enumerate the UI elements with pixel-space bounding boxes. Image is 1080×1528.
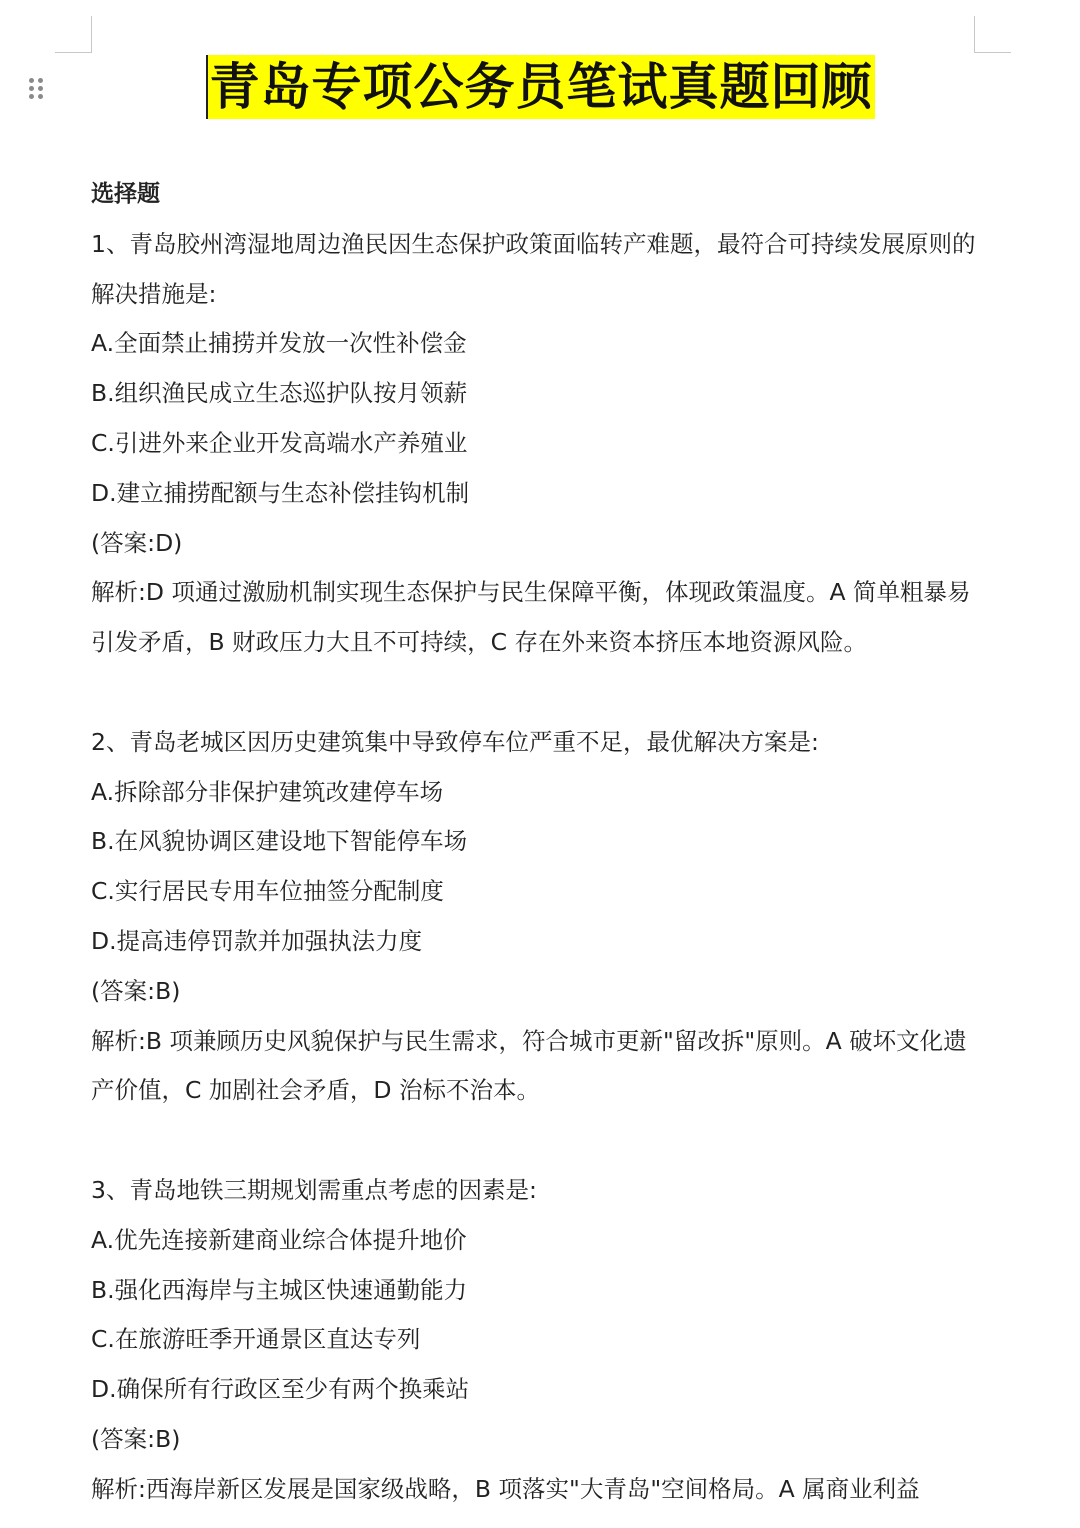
section-heading: 选择题 bbox=[91, 181, 160, 207]
question-2-stem: 2、青岛老城区因历史建筑集中导致停车位严重不足，最优解决方案是: bbox=[91, 727, 819, 756]
question-1-option-c: C.引进外来企业开发高端水产养殖业 bbox=[91, 428, 468, 457]
paragraph-spacer bbox=[91, 1116, 981, 1166]
question-3-option-b: B.强化西海岸与主城区快速通勤能力 bbox=[91, 1275, 468, 1304]
question-3-option-c: C.在旅游旺季开通景区直达专列 bbox=[91, 1325, 421, 1354]
document-body bbox=[91, 170, 981, 1515]
question-1-stem: 1、青岛胶州湾湿地周边渔民因生态保护政策面临转产难题，最符合可持续发展原则的解决措施是: bbox=[91, 229, 976, 308]
question-1-analysis: 解析:D 项通过激励机制实现生态保护与民生保障平衡，体现政策温度。A 简单粗暴易引发矛盾，B 财政压力大且不可持续，C 存在外来资本挤压本地资源风险。 bbox=[91, 578, 971, 657]
question-3-analysis: 解析:西海岸新区发展是国家级战略，B 项落实"大青岛"空间格局。A 属商业利益 bbox=[91, 1474, 920, 1503]
question-3-stem: 3、青岛地铁三期规划需重点考虑的因素是: bbox=[91, 1175, 537, 1204]
question-2-answer: (答案:B) bbox=[91, 976, 181, 1005]
question-2-option-a: A.拆除部分非保护建筑改建停车场 bbox=[91, 777, 444, 806]
question-1-option-b: B.组织渔民成立生态巡护队按月领薪 bbox=[91, 379, 468, 408]
question-1-answer: (答案:D) bbox=[91, 528, 183, 557]
question-2-option-c: C.实行居民专用车位抽签分配制度 bbox=[91, 877, 444, 906]
paragraph-spacer bbox=[91, 668, 981, 718]
question-1-option-a: A.全面禁止捕捞并发放一次性补偿金 bbox=[91, 329, 467, 358]
question-3-option-a: A.优先连接新建商业综合体提升地价 bbox=[91, 1225, 467, 1254]
question-2-analysis: 解析:B 项兼顾历史风貌保护与民生需求，符合城市更新"留改拆"原则。A 破坏文化遗产价值，C 加剧社会矛盾，D 治标不治本。 bbox=[91, 1026, 967, 1105]
page-corner-mark-top-right bbox=[974, 16, 1011, 53]
question-3-option-d: D.确保所有行政区至少有两个换乘站 bbox=[91, 1375, 470, 1404]
question-2-option-d: D.提高违停罚款并加强执法力度 bbox=[91, 926, 423, 955]
question-3-answer: (答案:B) bbox=[91, 1424, 181, 1453]
page-corner-mark-top-left bbox=[55, 16, 92, 53]
document-title: 青岛专项公务员笔试真题回顾 bbox=[206, 55, 875, 119]
question-1-option-d: D.建立捕捞配额与生态补偿挂钩机制 bbox=[91, 478, 470, 507]
question-2-option-b: B.在风貌协调区建设地下智能停车场 bbox=[91, 827, 468, 856]
title-container bbox=[0, 55, 1080, 119]
